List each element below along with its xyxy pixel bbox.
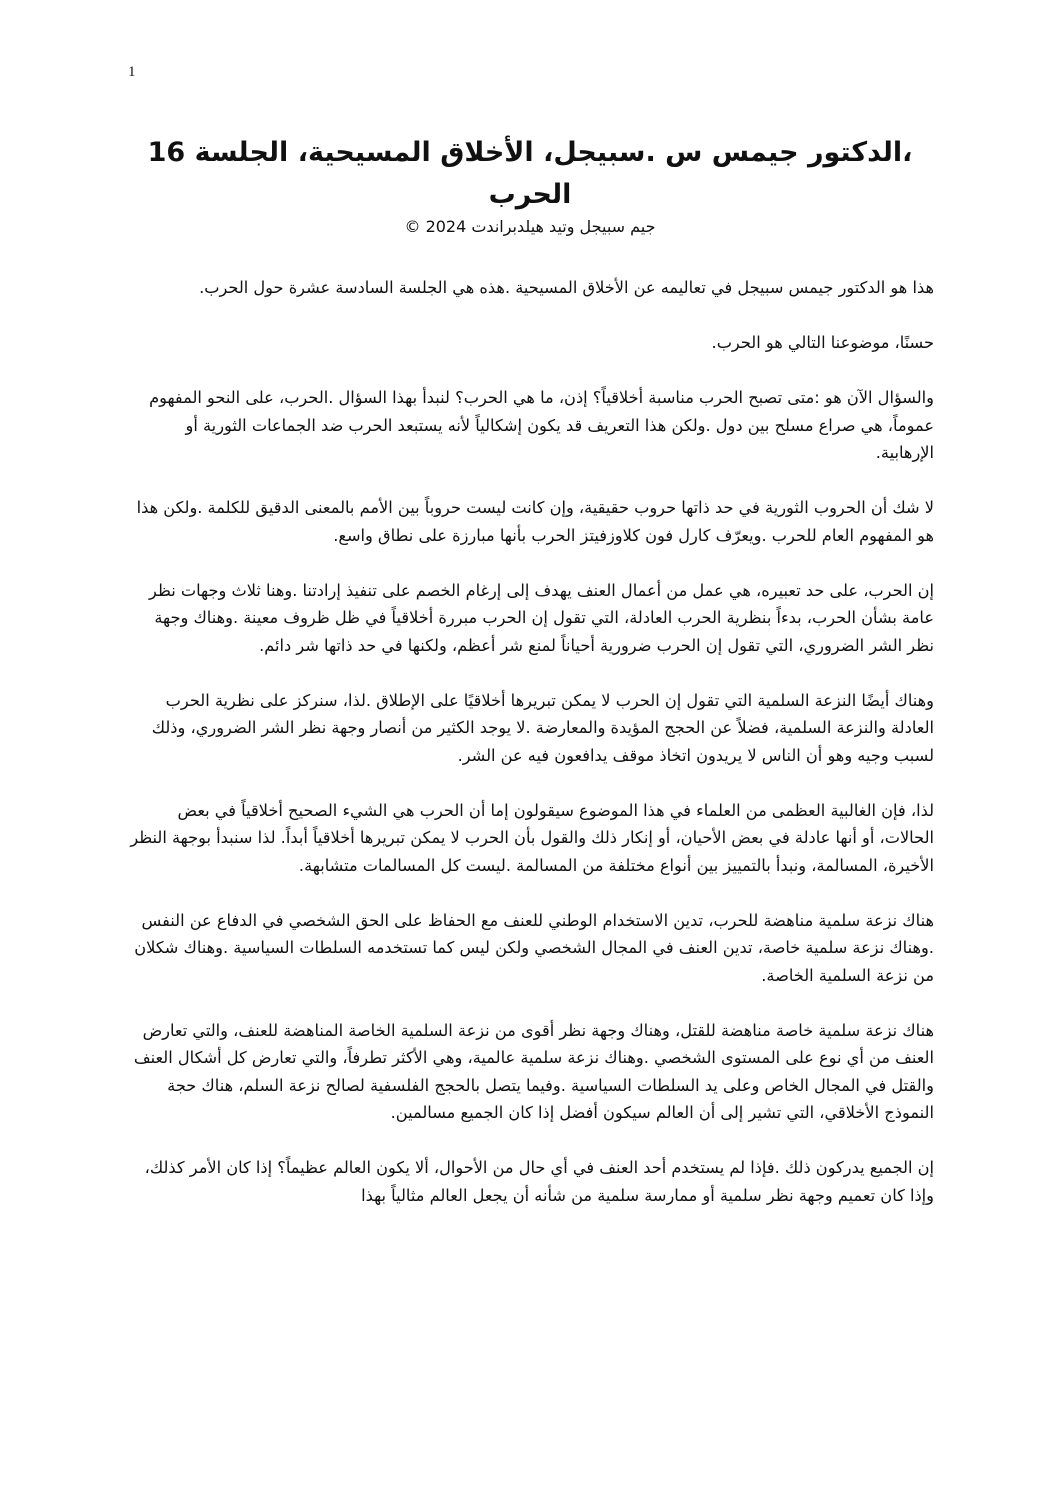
paragraph: لا شك أن الحروب الثورية في حد ذاتها حروب حقيقية، وإن كانت ليست حروباً بين الأمم بالمعنى الدقيق للكلمة .ولكن هذا هو المفهوم العام للحرب .ويعرّف كارل فون كلاوزفيتز الحرب بأنها مبارزة على نطاق واسع. bbox=[136, 498, 934, 545]
document-title: ،الدكتور جيمس س .سبيجل، الأخلاق المسيحية، الجلسة 16 الحرب bbox=[147, 137, 913, 210]
paragraph: إن الحرب، على حد تعبيره، هي عمل من أعمال العنف يهدف إلى إرغام الخصم على تنفيذ إرادتنا .وهنا ثلاث وجهات نظر عامة بشأن الحرب، بدءاً بنظرية الحرب العادلة، التي تقول إن الحرب مبررة أخلاقياً في ظل ظروف معينة .وهناك وجهة نظر الشر الضروري، التي تقول إن الحرب ضرورية أحياناً لمنع شر أعظم، ولكنها في حد ذاتها شر دائم. bbox=[149, 580, 934, 655]
title-block bbox=[110, 132, 950, 238]
page-number: 1 bbox=[128, 64, 136, 80]
copyright-line: جيم سبيجل وتيد هيلدبراندت 2024 © bbox=[404, 217, 656, 236]
paragraph: لذا، فإن الغالبية العظمى من العلماء في هذا الموضوع سيقولون إما أن الحرب هي الشيء الصحيح أخلاقياً في بعض الحالات، أو أنها عادلة في بعض الأحيان، أو إنكار ذلك والقول بأن الحرب لا يمكن تبريرها أخلاقياً أبداً. لذا سنبدأ بوجهة النظر الأخيرة، المسالمة، ونبدأ بالتمييز بين أنواع مختلفة من المسالمة .ليست كل المسالمات متشابهة. bbox=[130, 800, 934, 875]
document-body bbox=[128, 274, 934, 1237]
paragraph: هناك نزعة سلمية خاصة مناهضة للقتل، وهناك وجهة نظر أقوى من نزعة السلمية الخاصة المناهضة للعنف، والتي تعارض العنف من أي نوع على المستوى الشخصي .وهناك نزعة سلمية عالمية، وهي الأكثر تطرفاً، والتي تعارض كل أشكال العنف والقتل في المجال الخاص وعلى يد السلطات السياسية .وفيما يتصل بالحجج الفلسفية لصالح نزعة السلم، هناك حجة النموذج الأخلاقي، التي تشير إلى أن العالم سيكون أفضل إذا كان الجميع مسالمين. bbox=[133, 1020, 934, 1122]
paragraph: حسنًا، موضوعنا التالي هو الحرب. bbox=[711, 333, 934, 352]
paragraph: والسؤال الآن هو :متى تصبح الحرب مناسبة أخلاقياً؟ إذن، ما هي الحرب؟ لنبدأ بهذا السؤال .الحرب، على النحو المفهوم عموماً، هي صراع مسلح بين دول .ولكن هذا التعريف قد يكون إشكالياً لأنه يستبعد الحرب ضد الجماعات الثورية أو الإرهابية. bbox=[149, 388, 934, 462]
paragraph: إن الجميع يدركون ذلك .فإذا لم يستخدم أحد العنف في أي حال من الأحوال، ألا يكون العالم عظيماً؟ إذا كان الأمر كذلك، وإذا كان تعميم وجهة نظر سلمية أو ممارسة سلمية من شأنه أن يجعل العالم مثالياً بهذا bbox=[144, 1158, 934, 1205]
paragraph: وهناك أيضًا النزعة السلمية التي تقول إن الحرب لا يمكن تبريرها أخلاقيًا على الإطلاق .لذا، سنركز على نظرية الحرب العادلة والنزعة السلمية، فضلاً عن الحجج المؤيدة والمعارضة .لا يوجد الكثير من أنصار وجهة نظر الشر الضروري، وذلك لسبب وجيه وهو أن الناس لا يريدون اتخاذ موقف يدافعون فيه عن الشر. bbox=[151, 690, 934, 765]
paragraph: هناك نزعة سلمية مناهضة للحرب، تدين الاستخدام الوطني للعنف مع الحفاظ على الحق الشخصي في الدفاع عن النفس .وهناك نزعة سلمية خاصة، تدين العنف في المجال الشخصي ولكن ليس كما تستخدمه السلطات السياسية .وهناك شكلان من نزعة السلمية الخاصة. bbox=[134, 910, 934, 985]
paragraph: هذا هو الدكتور جيمس سبيجل في تعاليمه عن الأخلاق المسيحية .هذه هي الجلسة السادسة عشرة حول الحرب. bbox=[199, 278, 934, 297]
